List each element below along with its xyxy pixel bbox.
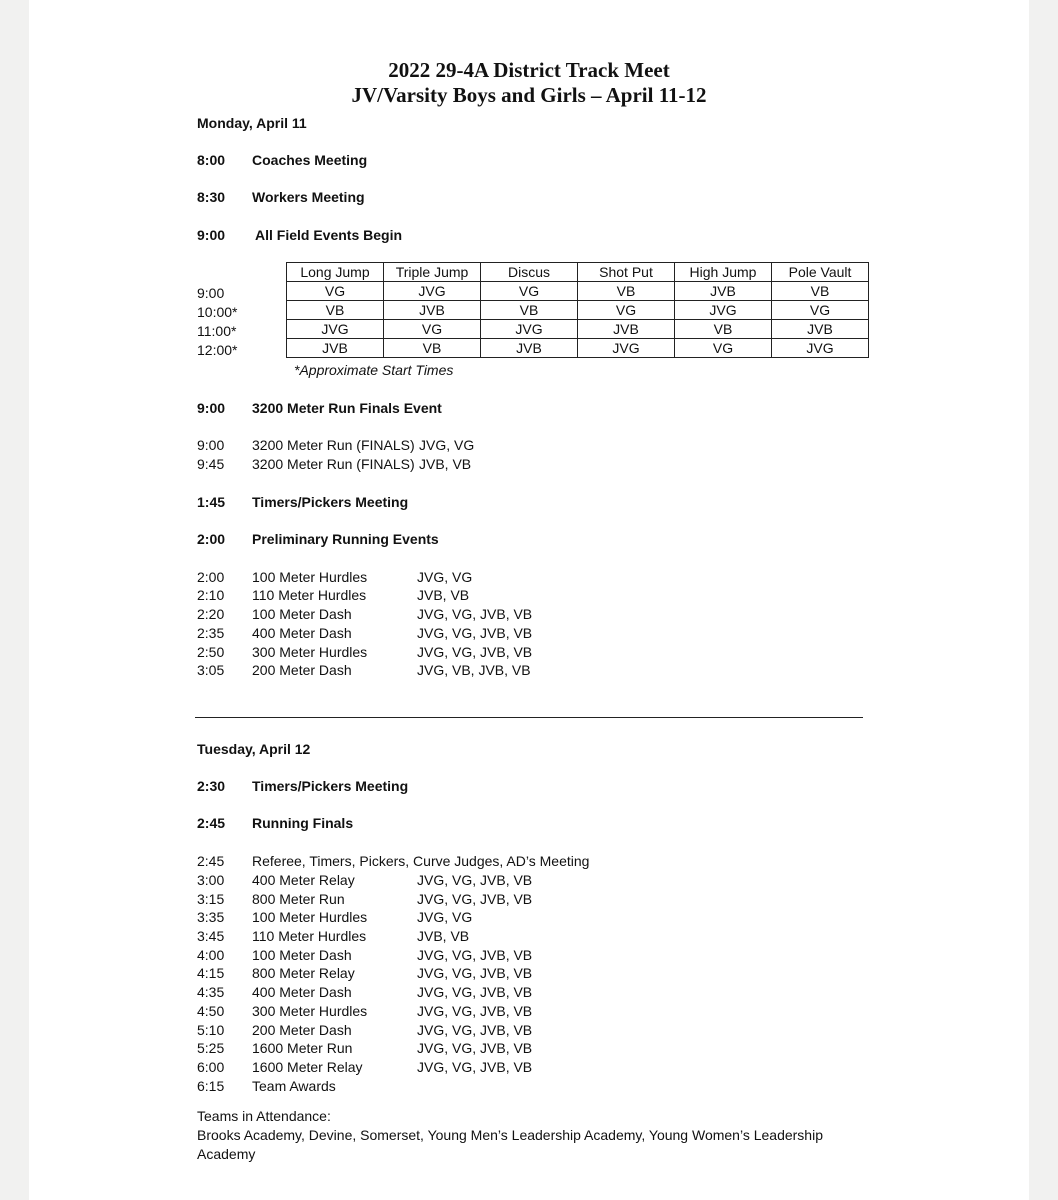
table-cell: JVB <box>578 320 675 339</box>
schedule-event: 100 Meter Dash <box>252 606 352 622</box>
schedule-teams: JVG, VG, JVB, VB <box>417 1059 533 1075</box>
day-divider <box>195 717 863 718</box>
schedule-event: 100 Meter Dash <box>252 947 352 963</box>
table-cell: JVB <box>675 282 772 301</box>
table-cell: JVG <box>675 301 772 320</box>
document-page <box>29 0 1029 1200</box>
table-cell: VB <box>578 282 675 301</box>
running-finals-time: 2:45 <box>197 815 226 831</box>
monday-heading: Monday, April 11 <box>197 115 307 131</box>
schedule-event: 200 Meter Dash <box>252 662 352 678</box>
schedule-teams: JVB, VB <box>419 456 472 472</box>
schedule-event: 110 Meter Hurdles <box>252 928 367 944</box>
workers-meeting-label: Workers Meeting <box>252 189 365 205</box>
schedule-teams: JVG, VG, JVB, VB <box>417 644 533 660</box>
prelim-label: Preliminary Running Events <box>252 531 439 547</box>
timers-meeting-label: Timers/Pickers Meeting <box>252 778 409 794</box>
table-cell: VB <box>287 301 384 320</box>
schedule-time: 3:15 <box>197 891 225 907</box>
table-cell: VB <box>384 339 481 358</box>
schedule-event: Referee, Timers, Pickers, Curve Judges, AD’s Meeting <box>252 853 590 869</box>
field-row-time: 9:00 <box>197 285 225 301</box>
schedule-time: 6:15 <box>197 1078 225 1094</box>
table-cell: JVG <box>481 320 578 339</box>
schedule-teams: JVG, VG, JVB, VB <box>417 984 533 1000</box>
table-row <box>287 282 869 301</box>
running-finals-label: Running Finals <box>252 815 354 831</box>
workers-meeting-time: 8:30 <box>197 189 226 205</box>
schedule-event: 800 Meter Run <box>252 891 345 907</box>
document-title: 2022 29-4A District Track Meet <box>388 58 670 82</box>
schedule-teams: JVB, VB <box>417 587 470 603</box>
schedule-time: 4:50 <box>197 1003 225 1019</box>
attendance-teams-line2: Academy <box>197 1146 256 1162</box>
table-cell: JVG <box>772 339 869 358</box>
schedule-event: 1600 Meter Relay <box>252 1059 363 1075</box>
schedule-teams: JVG, VG, JVB, VB <box>417 891 533 907</box>
table-cell: JVB <box>772 320 869 339</box>
schedule-time: 3:35 <box>197 909 225 925</box>
schedule-teams: JVB, VB <box>417 928 470 944</box>
timers-meeting-time: 1:45 <box>197 494 226 510</box>
schedule-time: 3:05 <box>197 662 225 678</box>
table-cell: JVB <box>287 339 384 358</box>
schedule-teams: JVG, VG <box>417 909 473 925</box>
table-cell: VB <box>481 301 578 320</box>
schedule-teams: JVG, VG, JVB, VB <box>417 947 533 963</box>
schedule-time: 2:20 <box>197 606 225 622</box>
run3200-label: 3200 Meter Run Finals Event <box>252 400 442 416</box>
table-row <box>287 320 869 339</box>
schedule-time: 9:45 <box>197 456 225 472</box>
table-header-row <box>287 263 869 282</box>
field-row-time: 12:00* <box>197 342 238 358</box>
schedule-event: 3200 Meter Run (FINALS) <box>252 437 415 453</box>
table-cell: VB <box>675 320 772 339</box>
schedule-teams: JVG, VG, JVB, VB <box>417 625 533 641</box>
table-header-cell: Pole Vault <box>772 263 869 282</box>
schedule-teams: JVG, VB, JVB, VB <box>417 662 531 678</box>
table-header-cell: Triple Jump <box>384 263 481 282</box>
timers-meeting-time: 2:30 <box>197 778 226 794</box>
field-events-label: All Field Events Begin <box>255 227 403 243</box>
tuesday-heading: Tuesday, April 12 <box>197 741 311 757</box>
schedule-time: 2:45 <box>197 853 225 869</box>
schedule-time: 2:35 <box>197 625 225 641</box>
schedule-teams: JVG, VG, JVB, VB <box>417 606 533 622</box>
schedule-event: 200 Meter Dash <box>252 1022 352 1038</box>
field-row-time: 10:00* <box>197 304 238 320</box>
table-header-cell: Shot Put <box>578 263 675 282</box>
schedule-teams: JVG, VG, JVB, VB <box>417 965 533 981</box>
table-row <box>287 301 869 320</box>
schedule-teams: JVG, VG, JVB, VB <box>417 1022 533 1038</box>
document-subtitle: JV/Varsity Boys and Girls – April 11-12 <box>351 83 707 107</box>
table-cell: JVG <box>287 320 384 339</box>
table-cell: JVB <box>384 301 481 320</box>
schedule-time: 3:00 <box>197 872 225 888</box>
coaches-meeting-label: Coaches Meeting <box>252 152 368 168</box>
table-cell: VG <box>384 320 481 339</box>
table-header-cell: High Jump <box>675 263 772 282</box>
schedule-event: 400 Meter Dash <box>252 984 352 1000</box>
schedule-event: 300 Meter Hurdles <box>252 644 368 660</box>
field-events-table <box>286 262 869 358</box>
run3200-time: 9:00 <box>197 400 226 416</box>
schedule-event: 400 Meter Dash <box>252 625 352 641</box>
schedule-time: 4:00 <box>197 947 225 963</box>
table-row <box>287 339 869 358</box>
schedule-event: 1600 Meter Run <box>252 1040 353 1056</box>
schedule-event: 3200 Meter Run (FINALS) <box>252 456 415 472</box>
attendance-heading: Teams in Attendance: <box>197 1108 331 1124</box>
timers-meeting-label: Timers/Pickers Meeting <box>252 494 409 510</box>
schedule-teams: JVG, VG <box>419 437 475 453</box>
schedule-teams: JVG, VG <box>417 569 473 585</box>
field-row-time: 11:00* <box>197 323 237 339</box>
schedule-teams: JVG, VG, JVB, VB <box>417 1003 533 1019</box>
schedule-event: 110 Meter Hurdles <box>252 587 367 603</box>
table-header-cell: Long Jump <box>287 263 384 282</box>
table-cell: VG <box>675 339 772 358</box>
table-cell: JVG <box>384 282 481 301</box>
prelim-time: 2:00 <box>197 531 226 547</box>
schedule-time: 4:35 <box>197 984 225 1000</box>
schedule-time: 3:45 <box>197 928 225 944</box>
table-cell: JVB <box>481 339 578 358</box>
field-events-time: 9:00 <box>197 227 226 243</box>
schedule-event: 100 Meter Hurdles <box>252 569 368 585</box>
schedule-event: Team Awards <box>252 1078 336 1094</box>
schedule-time: 6:00 <box>197 1059 225 1075</box>
schedule-event: 400 Meter Relay <box>252 872 355 888</box>
schedule-time: 5:25 <box>197 1040 225 1056</box>
schedule-time: 2:00 <box>197 569 225 585</box>
table-header-cell: Discus <box>481 263 578 282</box>
table-cell: VG <box>578 301 675 320</box>
schedule-time: 2:50 <box>197 644 225 660</box>
schedule-time: 9:00 <box>197 437 225 453</box>
coaches-meeting-time: 8:00 <box>197 152 226 168</box>
schedule-time: 5:10 <box>197 1022 225 1038</box>
schedule-event: 300 Meter Hurdles <box>252 1003 368 1019</box>
schedule-time: 4:15 <box>197 965 225 981</box>
table-cell: VG <box>287 282 384 301</box>
table-cell: JVG <box>578 339 675 358</box>
table-cell: VG <box>772 301 869 320</box>
schedule-teams: JVG, VG, JVB, VB <box>417 872 533 888</box>
schedule-teams: JVG, VG, JVB, VB <box>417 1040 533 1056</box>
table-cell: VB <box>772 282 869 301</box>
schedule-time: 2:10 <box>197 587 225 603</box>
attendance-teams-line1: Brooks Academy, Devine, Somerset, Young Men’s Leadership Academy, Young Women’s Leadership <box>197 1127 823 1143</box>
schedule-event: 800 Meter Relay <box>252 965 355 981</box>
schedule-event: 100 Meter Hurdles <box>252 909 368 925</box>
table-cell: VG <box>481 282 578 301</box>
approximate-times-note: *Approximate Start Times <box>294 362 454 378</box>
